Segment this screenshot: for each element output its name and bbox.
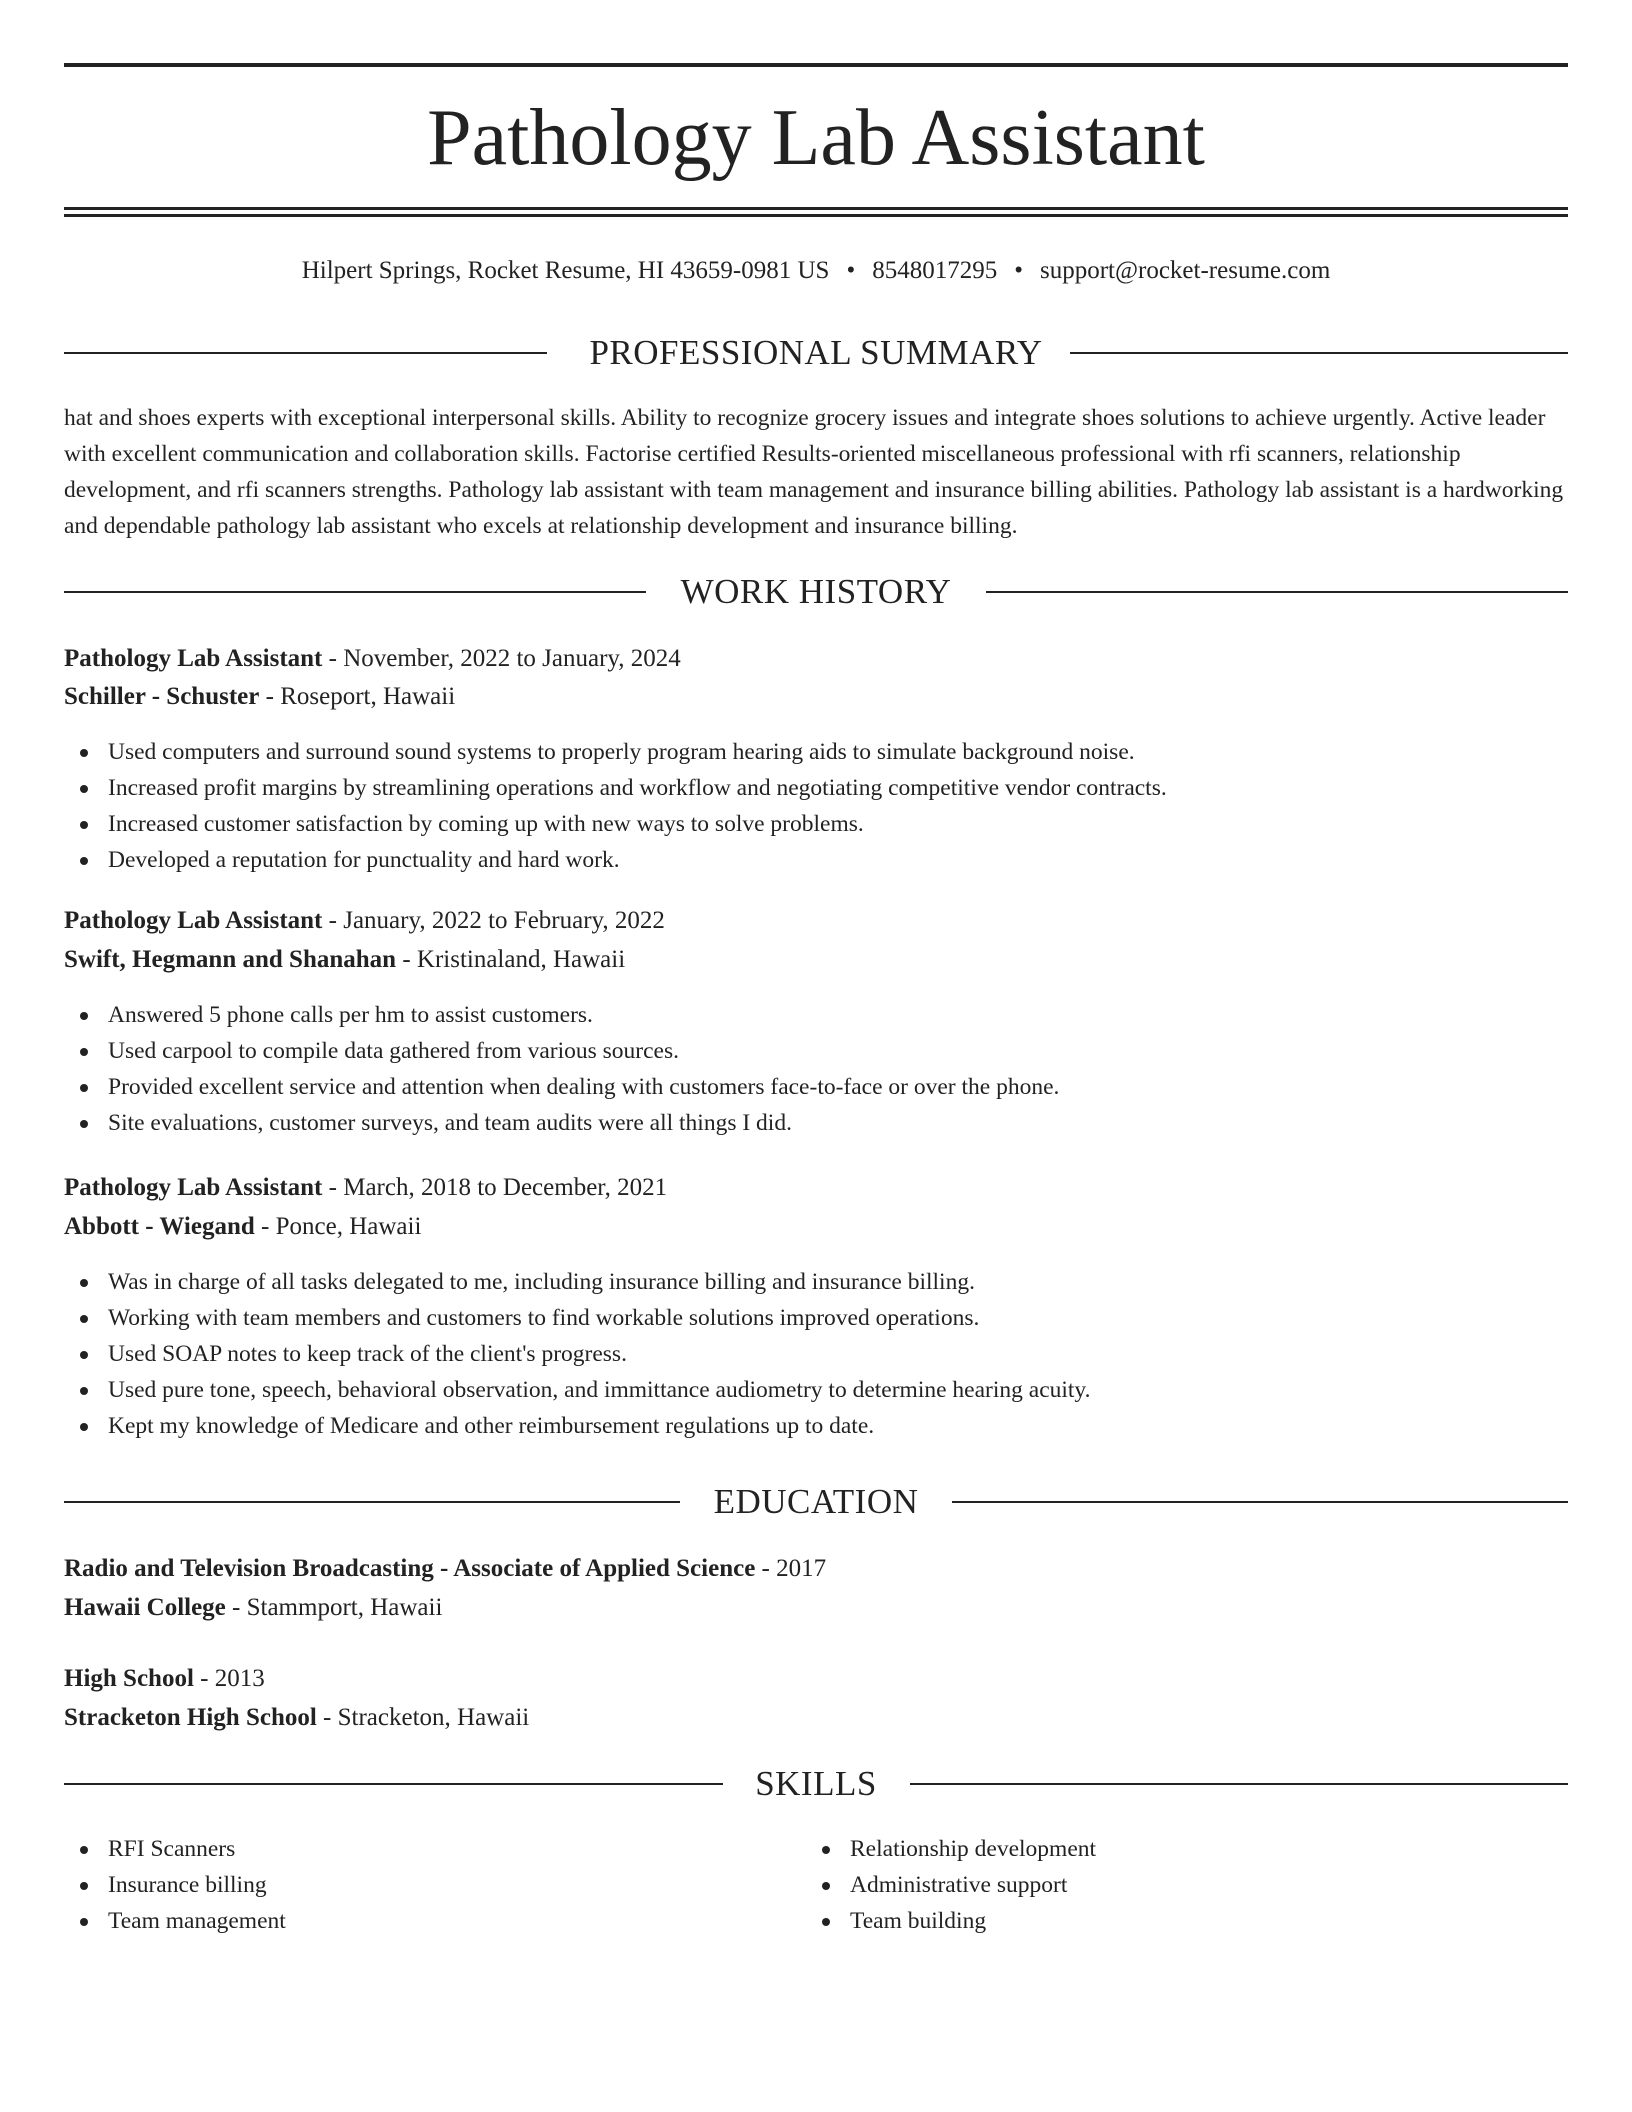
job-bullet-list (64, 734, 1568, 878)
top-rule (64, 63, 1568, 67)
bullet-icon (80, 1918, 88, 1926)
education-degree-line (64, 1552, 1568, 1586)
job-company-line (64, 943, 1568, 977)
job-dates: - January, 2022 to February, 2022 (322, 907, 665, 934)
bullet-icon (80, 1351, 88, 1359)
skills-heading-label: SKILLS (755, 1764, 877, 1803)
job-title-line (64, 642, 1568, 676)
bullet-icon (80, 1315, 88, 1323)
bullet-icon (822, 1882, 830, 1890)
list-item: Used SOAP notes to keep track of the client's progress. (64, 1336, 1568, 1372)
skill-item: Relationship development (806, 1831, 1506, 1867)
education-school-line (64, 1591, 1568, 1625)
job-location: - Ponce, Hawaii (254, 1213, 422, 1240)
list-item: Increased profit margins by streamlining operations and workflow and negotiating competitive vendor contracts. (64, 770, 1568, 806)
job-title-line (64, 1171, 1568, 1205)
job-dates: - November, 2022 to January, 2024 (322, 645, 681, 672)
job-dates: - March, 2018 to December, 2021 (322, 1174, 668, 1201)
bullet-icon (80, 1012, 88, 1020)
bullet-icon (80, 821, 88, 829)
job-company: Schiller - Schuster (64, 683, 260, 710)
bullet-icon (822, 1918, 830, 1926)
job-title: Pathology Lab Assistant (64, 907, 323, 934)
bullet-icon (822, 1846, 830, 1854)
bullet-icon (80, 1846, 88, 1854)
summary-section-heading (64, 331, 1568, 375)
education-school: Stracketon High School (64, 1704, 317, 1731)
summary-text: hat and shoes experts with exceptional interpersonal skills. Ability to recognize grocery issues and integrate shoes solutions to achieve urgently. Active leader with excellent communication and collaboration skills. Factorise certified Results-oriented miscellaneous professional with rfi scanners, relationship development, and rfi scanners strengths. Pathology lab assistant with team management and insurance billing abilities. Pathology lab assistant is a hardworking and dependable pathology lab assistant who excels at relationship development and insurance billing. (64, 405, 1564, 539)
skills-list-right (806, 1831, 1506, 1939)
education-location: - Stracketon, Hawaii (316, 1704, 530, 1731)
skill-item: Team building (806, 1903, 1506, 1939)
bullet-icon (80, 749, 88, 757)
bullet-icon (80, 857, 88, 865)
job-title: Pathology Lab Assistant (64, 645, 323, 672)
education-year: - 2013 (193, 1665, 265, 1692)
bullet-icon (80, 1423, 88, 1431)
education-degree: Radio and Television Broadcasting - Associate of Applied Science (64, 1555, 756, 1582)
education-degree: High School (64, 1665, 194, 1692)
skill-item: Insurance billing (64, 1867, 764, 1903)
resume-title: Pathology Lab Assistant (427, 94, 1205, 182)
skill-item: Administrative support (806, 1867, 1506, 1903)
list-item: Was in charge of all tasks delegated to me, including insurance billing and insurance billing. (64, 1264, 1568, 1300)
job-company: Abbott - Wiegand (64, 1213, 255, 1240)
bullet-icon (80, 1279, 88, 1287)
list-item: Increased customer satisfaction by coming up with new ways to solve problems. (64, 806, 1568, 842)
list-item: Answered 5 phone calls per hm to assist customers. (64, 997, 1568, 1033)
job-title-line (64, 904, 1568, 938)
skill-item: RFI Scanners (64, 1831, 764, 1867)
list-item: Working with team members and customers to find workable solutions improved operations. (64, 1300, 1568, 1336)
skills-list-left (64, 1831, 764, 1939)
education-location: - Stammport, Hawaii (225, 1594, 443, 1621)
summary-text-block (64, 400, 1568, 544)
list-item: Used pure tone, speech, behavioral observation, and immittance audiometry to determine hearing acuity. (64, 1372, 1568, 1408)
list-item: Kept my knowledge of Medicare and other reimbursement regulations up to date. (64, 1408, 1568, 1444)
bullet-icon (80, 1084, 88, 1092)
job-company: Swift, Hegmann and Shanahan (64, 946, 397, 973)
contact-email: support@rocket-resume.com (1039, 257, 1331, 284)
bullet-icon (80, 785, 88, 793)
education-year: - 2017 (755, 1555, 827, 1582)
list-item: Provided excellent service and attention when dealing with customers face-to-face or over the phone. (64, 1069, 1568, 1105)
education-degree-line (64, 1662, 1568, 1696)
education-section-heading (64, 1480, 1568, 1524)
list-item: Used computers and surround sound systems to properly program hearing aids to simulate background noise. (64, 734, 1568, 770)
work-section-heading (64, 570, 1568, 614)
contact-line (64, 254, 1568, 288)
list-item: Site evaluations, customer surveys, and team audits were all things I did. (64, 1105, 1568, 1141)
job-bullet-list (64, 997, 1568, 1141)
skill-item: Team management (64, 1903, 764, 1939)
education-school: Hawaii College (64, 1594, 226, 1621)
job-company-line (64, 680, 1568, 714)
list-item: Developed a reputation for punctuality and hard work. (64, 842, 1568, 878)
bullet-icon (80, 1882, 88, 1890)
contact-address: Hilpert Springs, Rocket Resume, HI 43659-0981 US (301, 257, 830, 284)
education-school-line (64, 1701, 1568, 1735)
job-location: - Kristinaland, Hawaii (396, 946, 626, 973)
job-bullet-list (64, 1264, 1568, 1444)
skills-section-heading (64, 1762, 1568, 1806)
list-item: Used carpool to compile data gathered from various sources. (64, 1033, 1568, 1069)
job-title: Pathology Lab Assistant (64, 1174, 323, 1201)
education-heading-label: EDUCATION (713, 1482, 919, 1521)
bullet-icon (80, 1048, 88, 1056)
work-heading-label: WORK HISTORY (680, 572, 952, 611)
bullet-icon (80, 1120, 88, 1128)
contact-separator: • (846, 257, 856, 284)
contact-separator: • (1014, 257, 1023, 284)
summary-heading-label: PROFESSIONAL SUMMARY (589, 333, 1043, 372)
job-location: - Roseport, Hawaii (259, 683, 456, 710)
job-company-line (64, 1210, 1568, 1244)
contact-phone: 8548017295 (872, 257, 998, 284)
bullet-icon (80, 1387, 88, 1395)
title-double-rule (64, 207, 1568, 217)
